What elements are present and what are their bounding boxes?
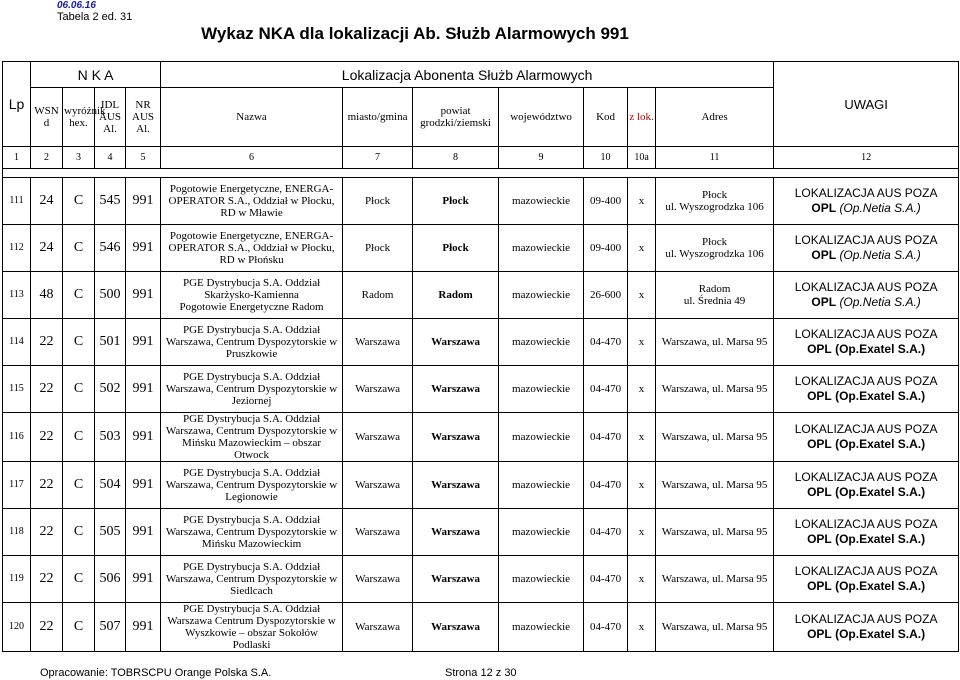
cell-nr: 991 xyxy=(126,509,161,556)
nazwa-line: PGE Dystrybucja S.A. Oddział xyxy=(182,371,321,383)
cell-adres xyxy=(656,509,774,556)
cell-wsn: 22 xyxy=(31,462,63,509)
cell-nazwa xyxy=(161,413,343,462)
nazwa-line: Warszawa Centrum Dyspozytorskie w xyxy=(167,615,336,627)
uwagi-line: LOKALIZACJA AUS POZA xyxy=(794,327,938,341)
cell-powiat: Płock xyxy=(413,225,499,272)
cell-adres xyxy=(656,603,774,652)
cell-powiat: Warszawa xyxy=(413,603,499,652)
cell-adres xyxy=(656,272,774,319)
nazwa-line: Pruszkowie xyxy=(225,348,278,360)
cell-kod: 04-470 xyxy=(584,603,628,652)
column-number: 11 xyxy=(656,147,774,169)
cell-zlok: x xyxy=(628,225,656,272)
uwagi-opl: OPL xyxy=(807,532,832,546)
nazwa-line: Podlaski xyxy=(232,639,271,651)
cell-zlok: x xyxy=(628,178,656,225)
uwagi-line: LOKALIZACJA AUS POZA xyxy=(794,374,938,388)
cell-kod: 09-400 xyxy=(584,225,628,272)
column-number: 10 xyxy=(584,147,628,169)
uwagi-opl: OPL xyxy=(807,342,832,356)
uwagi-operator xyxy=(775,295,957,310)
cell-nr: 991 xyxy=(126,366,161,413)
col-wyroznik: wyróżnik hex. xyxy=(63,88,95,147)
cell-wsn: 22 xyxy=(31,556,63,603)
column-number: 10a xyxy=(628,147,656,169)
nazwa-line: Warszawa, Centrum Dyspozytorskie w xyxy=(165,336,338,348)
nazwa-line: Warszawa, Centrum Dyspozytorskie w xyxy=(165,425,338,437)
cell-uwagi xyxy=(774,413,959,462)
nazwa-line: Warszawa, Centrum Dyspozytorskie w xyxy=(165,573,338,585)
uwagi-opl: OPL xyxy=(807,389,832,403)
nazwa-line: Warszawa, Centrum Dyspozytorskie w xyxy=(165,383,338,395)
col-uwagi: UWAGI xyxy=(774,62,959,147)
cell-wojewodztwo: mazowieckie xyxy=(499,319,584,366)
cell-idl: 545 xyxy=(95,178,126,225)
cell-wojewodztwo: mazowieckie xyxy=(499,509,584,556)
nazwa-line: PGE Dystrybucja S.A. Oddział xyxy=(182,324,321,336)
cell-lp: 117 xyxy=(3,462,31,509)
uwagi-opl: OPL xyxy=(811,248,837,262)
cell-adres xyxy=(656,319,774,366)
cell-wsn: 24 xyxy=(31,225,63,272)
cell-kod: 04-470 xyxy=(584,366,628,413)
cell-wyroznik: C xyxy=(63,366,95,413)
cell-wojewodztwo: mazowieckie xyxy=(499,272,584,319)
cell-idl: 506 xyxy=(95,556,126,603)
page-title: Wykaz NKA dla lokalizacji Ab. Służb Alarmowych 991 xyxy=(201,24,629,43)
nazwa-line: PGE Dystrybucja S.A. Oddział xyxy=(182,467,321,479)
table-row xyxy=(3,319,959,366)
cell-wsn: 22 xyxy=(31,319,63,366)
cell-wojewodztwo: mazowieckie xyxy=(499,413,584,462)
cell-wyroznik: C xyxy=(63,272,95,319)
uwagi-operator-name: (Op.Exatel S.A.) xyxy=(835,389,926,403)
cell-zlok: x xyxy=(628,366,656,413)
cell-wojewodztwo: mazowieckie xyxy=(499,366,584,413)
nazwa-line: Pogotowie Energetyczne Radom xyxy=(179,301,324,313)
uwagi-operator xyxy=(775,201,957,216)
cell-wsn: 48 xyxy=(31,272,63,319)
cell-wyroznik: C xyxy=(63,225,95,272)
nazwa-line: PGE Dystrybucja S.A. Oddział xyxy=(182,514,321,526)
uwagi-opl: OPL xyxy=(811,295,837,309)
table-row xyxy=(3,603,959,652)
column-number: 7 xyxy=(343,147,413,169)
cell-zlok: x xyxy=(628,413,656,462)
footer-author: Opracowanie: TOBRSCPU Orange Polska S.A. xyxy=(40,667,272,679)
cell-uwagi xyxy=(774,509,959,556)
adres-line: Warszawa, ul. Marsa 95 xyxy=(661,621,768,633)
column-numbers-row xyxy=(3,147,959,169)
cell-nr: 991 xyxy=(126,556,161,603)
cell-powiat: Warszawa xyxy=(413,509,499,556)
cell-nr: 991 xyxy=(126,603,161,652)
cell-miasto: Warszawa xyxy=(343,413,413,462)
cell-zlok: x xyxy=(628,319,656,366)
uwagi-line: LOKALIZACJA AUS POZA xyxy=(794,186,938,200)
nazwa-line: Pogotowie Energetyczne, ENERGA- xyxy=(169,183,334,195)
cell-nr: 991 xyxy=(126,178,161,225)
cell-kod: 04-470 xyxy=(584,462,628,509)
cell-wyroznik: C xyxy=(63,556,95,603)
table-row xyxy=(3,556,959,603)
nazwa-line: OPERATOR S.A., Oddział w Płocku, xyxy=(168,242,335,254)
nazwa-line: OPERATOR S.A., Oddział w Płocku, xyxy=(168,195,335,207)
column-number: 3 xyxy=(63,147,95,169)
cell-lp: 112 xyxy=(3,225,31,272)
cell-wyroznik: C xyxy=(63,603,95,652)
nazwa-line: Skarżysko-Kamienna xyxy=(204,289,299,301)
col-idl: IDL AUS Al. xyxy=(95,88,126,147)
cell-wojewodztwo: mazowieckie xyxy=(499,556,584,603)
nka-table xyxy=(2,61,959,652)
cell-miasto: Warszawa xyxy=(343,366,413,413)
group-nka: N K A xyxy=(31,62,161,88)
uwagi-operator-name: (Op.Netia S.A.) xyxy=(839,248,921,262)
cell-lp: 115 xyxy=(3,366,31,413)
cell-nazwa xyxy=(161,603,343,652)
cell-powiat: Warszawa xyxy=(413,462,499,509)
cell-miasto: Warszawa xyxy=(343,603,413,652)
cell-nazwa xyxy=(161,178,343,225)
cell-kod: 09-400 xyxy=(584,178,628,225)
column-number: 12 xyxy=(774,147,959,169)
table-row xyxy=(3,413,959,462)
nazwa-line: Warszawa, Centrum Dyspozytorskie w xyxy=(165,526,338,538)
nazwa-line: Legionowie xyxy=(225,491,278,503)
cell-wojewodztwo: mazowieckie xyxy=(499,603,584,652)
cell-powiat: Płock xyxy=(413,178,499,225)
uwagi-operator-name: (Op.Exatel S.A.) xyxy=(835,532,926,546)
cell-adres xyxy=(656,413,774,462)
col-kod: Kod xyxy=(584,88,628,147)
cell-adres xyxy=(656,556,774,603)
header-row-groups xyxy=(3,62,959,88)
nazwa-line: PGE Dystrybucja S.A. Oddział xyxy=(182,277,321,289)
uwagi-opl: OPL xyxy=(811,201,837,215)
cell-miasto: Płock xyxy=(343,225,413,272)
cell-wyroznik: C xyxy=(63,462,95,509)
uwagi-operator xyxy=(775,342,957,357)
nazwa-line: Wyszkowie – obszar Sokołów xyxy=(185,627,318,639)
nazwa-line: Pogotowie Energetyczne, ENERGA- xyxy=(169,230,334,242)
adres-line: ul. Wyszogrodzka 106 xyxy=(665,201,764,213)
cell-nazwa xyxy=(161,509,343,556)
cell-zlok: x xyxy=(628,509,656,556)
col-zlok: z lok. xyxy=(628,88,656,147)
uwagi-operator xyxy=(775,248,957,263)
col-nr: NR AUS Al. xyxy=(126,88,161,147)
uwagi-operator-name: (Op.Netia S.A.) xyxy=(839,201,921,215)
cell-miasto: Warszawa xyxy=(343,319,413,366)
cell-nr: 991 xyxy=(126,413,161,462)
cell-uwagi xyxy=(774,462,959,509)
cell-powiat: Warszawa xyxy=(413,556,499,603)
cell-uwagi xyxy=(774,603,959,652)
cell-wojewodztwo: mazowieckie xyxy=(499,178,584,225)
cell-wyroznik: C xyxy=(63,178,95,225)
cell-uwagi xyxy=(774,178,959,225)
table-body xyxy=(3,178,959,652)
cell-lp: 118 xyxy=(3,509,31,556)
cell-powiat: Warszawa xyxy=(413,319,499,366)
cell-zlok: x xyxy=(628,462,656,509)
cell-nr: 991 xyxy=(126,462,161,509)
uwagi-operator xyxy=(775,532,957,547)
uwagi-line: LOKALIZACJA AUS POZA xyxy=(794,470,938,484)
nazwa-line: Jeziornej xyxy=(231,395,272,407)
uwagi-operator-name: (Op.Exatel S.A.) xyxy=(835,627,926,641)
cell-powiat: Radom xyxy=(413,272,499,319)
cell-idl: 501 xyxy=(95,319,126,366)
col-nazwa: Nazwa xyxy=(161,88,343,147)
cell-nr: 991 xyxy=(126,225,161,272)
column-number: 1 xyxy=(3,147,31,169)
cell-idl: 505 xyxy=(95,509,126,556)
cell-wojewodztwo: mazowieckie xyxy=(499,462,584,509)
nazwa-line: Warszawa, Centrum Dyspozytorskie w xyxy=(165,479,338,491)
nazwa-line: PGE Dystrybucja S.A. Oddział xyxy=(182,413,321,425)
adres-line: Warszawa, ul. Marsa 95 xyxy=(661,336,768,348)
cell-nazwa xyxy=(161,225,343,272)
cell-idl: 503 xyxy=(95,413,126,462)
cell-powiat: Warszawa xyxy=(413,413,499,462)
cell-wsn: 22 xyxy=(31,603,63,652)
table-row xyxy=(3,509,959,556)
column-number: 5 xyxy=(126,147,161,169)
cell-nr: 991 xyxy=(126,319,161,366)
cell-nazwa xyxy=(161,366,343,413)
cell-miasto: Warszawa xyxy=(343,462,413,509)
nazwa-line: Otwock xyxy=(234,449,269,461)
uwagi-operator xyxy=(775,389,957,404)
cell-kod: 04-470 xyxy=(584,556,628,603)
cell-idl: 546 xyxy=(95,225,126,272)
cell-wsn: 22 xyxy=(31,413,63,462)
adres-line: Warszawa, ul. Marsa 95 xyxy=(661,573,768,585)
cell-wojewodztwo: mazowieckie xyxy=(499,225,584,272)
cell-wyroznik: C xyxy=(63,509,95,556)
cell-zlok: x xyxy=(628,556,656,603)
column-number: 2 xyxy=(31,147,63,169)
adres-line: Warszawa, ul. Marsa 95 xyxy=(661,383,768,395)
table-row xyxy=(3,225,959,272)
uwagi-operator-name: (Op.Exatel S.A.) xyxy=(835,437,926,451)
nazwa-line: Siedlcach xyxy=(230,585,273,597)
cell-zlok: x xyxy=(628,603,656,652)
cell-wsn: 22 xyxy=(31,509,63,556)
document-date: 06.06.16 xyxy=(57,0,96,11)
col-wojewodztwo: województwo xyxy=(499,88,584,147)
uwagi-operator xyxy=(775,485,957,500)
cell-wsn: 24 xyxy=(31,178,63,225)
uwagi-line: LOKALIZACJA AUS POZA xyxy=(794,612,938,626)
uwagi-line: LOKALIZACJA AUS POZA xyxy=(794,564,938,578)
table-row xyxy=(3,272,959,319)
uwagi-opl: OPL xyxy=(807,627,832,641)
cell-idl: 500 xyxy=(95,272,126,319)
table-row xyxy=(3,462,959,509)
col-wsn: WSN d xyxy=(31,88,63,147)
cell-uwagi xyxy=(774,272,959,319)
cell-nazwa xyxy=(161,462,343,509)
cell-uwagi xyxy=(774,366,959,413)
cell-wyroznik: C xyxy=(63,413,95,462)
uwagi-operator xyxy=(775,437,957,452)
group-lokalizacja: Lokalizacja Abonenta Służb Alarmowych xyxy=(161,62,774,88)
cell-powiat: Warszawa xyxy=(413,366,499,413)
footer-page-number: Strona 12 z 30 xyxy=(445,667,517,679)
uwagi-operator-name: (Op.Exatel S.A.) xyxy=(835,579,926,593)
col-miasto: miasto/gmina xyxy=(343,88,413,147)
cell-adres xyxy=(656,225,774,272)
cell-kod: 04-470 xyxy=(584,509,628,556)
adres-line: Płock xyxy=(702,236,728,248)
col-adres: Adres xyxy=(656,88,774,147)
nazwa-line: RD w Płońsku xyxy=(219,254,284,266)
cell-uwagi xyxy=(774,319,959,366)
cell-nr: 991 xyxy=(126,272,161,319)
cell-lp: 120 xyxy=(3,603,31,652)
cell-lp: 113 xyxy=(3,272,31,319)
cell-idl: 504 xyxy=(95,462,126,509)
uwagi-opl: OPL xyxy=(807,437,832,451)
cell-uwagi xyxy=(774,225,959,272)
uwagi-line: LOKALIZACJA AUS POZA xyxy=(794,233,938,247)
adres-line: Warszawa, ul. Marsa 95 xyxy=(661,479,768,491)
adres-line: Płock xyxy=(702,189,728,201)
cell-adres xyxy=(656,178,774,225)
adres-line: Warszawa, ul. Marsa 95 xyxy=(661,431,768,443)
column-number: 9 xyxy=(499,147,584,169)
cell-kod: 26-600 xyxy=(584,272,628,319)
table-row xyxy=(3,178,959,225)
uwagi-operator-name: (Op.Exatel S.A.) xyxy=(835,485,926,499)
cell-zlok: x xyxy=(628,272,656,319)
adres-line: Radom xyxy=(698,283,731,295)
column-number: 6 xyxy=(161,147,343,169)
cell-miasto: Radom xyxy=(343,272,413,319)
cell-uwagi xyxy=(774,556,959,603)
adres-line: Warszawa, ul. Marsa 95 xyxy=(661,526,768,538)
cell-wsn: 22 xyxy=(31,366,63,413)
adres-line: ul. Wyszogrodzka 106 xyxy=(665,248,764,260)
uwagi-opl: OPL xyxy=(807,579,832,593)
cell-idl: 507 xyxy=(95,603,126,652)
uwagi-operator-name: (Op.Netia S.A.) xyxy=(839,295,921,309)
col-lp: Lp xyxy=(3,62,31,147)
uwagi-line: LOKALIZACJA AUS POZA xyxy=(794,422,938,436)
nazwa-line: Mińsku Mazowieckim xyxy=(201,538,302,550)
cell-wyroznik: C xyxy=(63,319,95,366)
cell-miasto: Warszawa xyxy=(343,556,413,603)
cell-nazwa xyxy=(161,556,343,603)
cell-idl: 502 xyxy=(95,366,126,413)
cell-adres xyxy=(656,462,774,509)
nazwa-line: RD w Mławie xyxy=(220,207,283,219)
uwagi-line: LOKALIZACJA AUS POZA xyxy=(794,280,938,294)
column-number: 8 xyxy=(413,147,499,169)
cell-nazwa xyxy=(161,272,343,319)
uwagi-opl: OPL xyxy=(807,485,832,499)
nazwa-line: PGE Dystrybucja S.A. Oddział xyxy=(182,603,321,615)
adres-line: ul. Średnia 49 xyxy=(683,295,746,307)
nazwa-line: PGE Dystrybucja S.A. Oddział xyxy=(182,561,321,573)
cell-adres xyxy=(656,366,774,413)
spacer-row xyxy=(3,169,959,178)
cell-lp: 114 xyxy=(3,319,31,366)
cell-kod: 04-470 xyxy=(584,319,628,366)
cell-miasto: Płock xyxy=(343,178,413,225)
cell-lp: 119 xyxy=(3,556,31,603)
nazwa-line: Mińsku Mazowieckim – obszar xyxy=(182,437,322,449)
uwagi-operator xyxy=(775,627,957,642)
cell-lp: 111 xyxy=(3,178,31,225)
cell-miasto: Warszawa xyxy=(343,509,413,556)
uwagi-operator xyxy=(775,579,957,594)
cell-lp: 116 xyxy=(3,413,31,462)
col-powiat: powiat grodzki/ziemski xyxy=(413,88,499,147)
table-row xyxy=(3,366,959,413)
cell-nazwa xyxy=(161,319,343,366)
uwagi-line: LOKALIZACJA AUS POZA xyxy=(794,517,938,531)
cell-kod: 04-470 xyxy=(584,413,628,462)
column-number: 4 xyxy=(95,147,126,169)
table-label: Tabela 2 ed. 31 xyxy=(57,11,133,23)
uwagi-operator-name: (Op.Exatel S.A.) xyxy=(835,342,926,356)
